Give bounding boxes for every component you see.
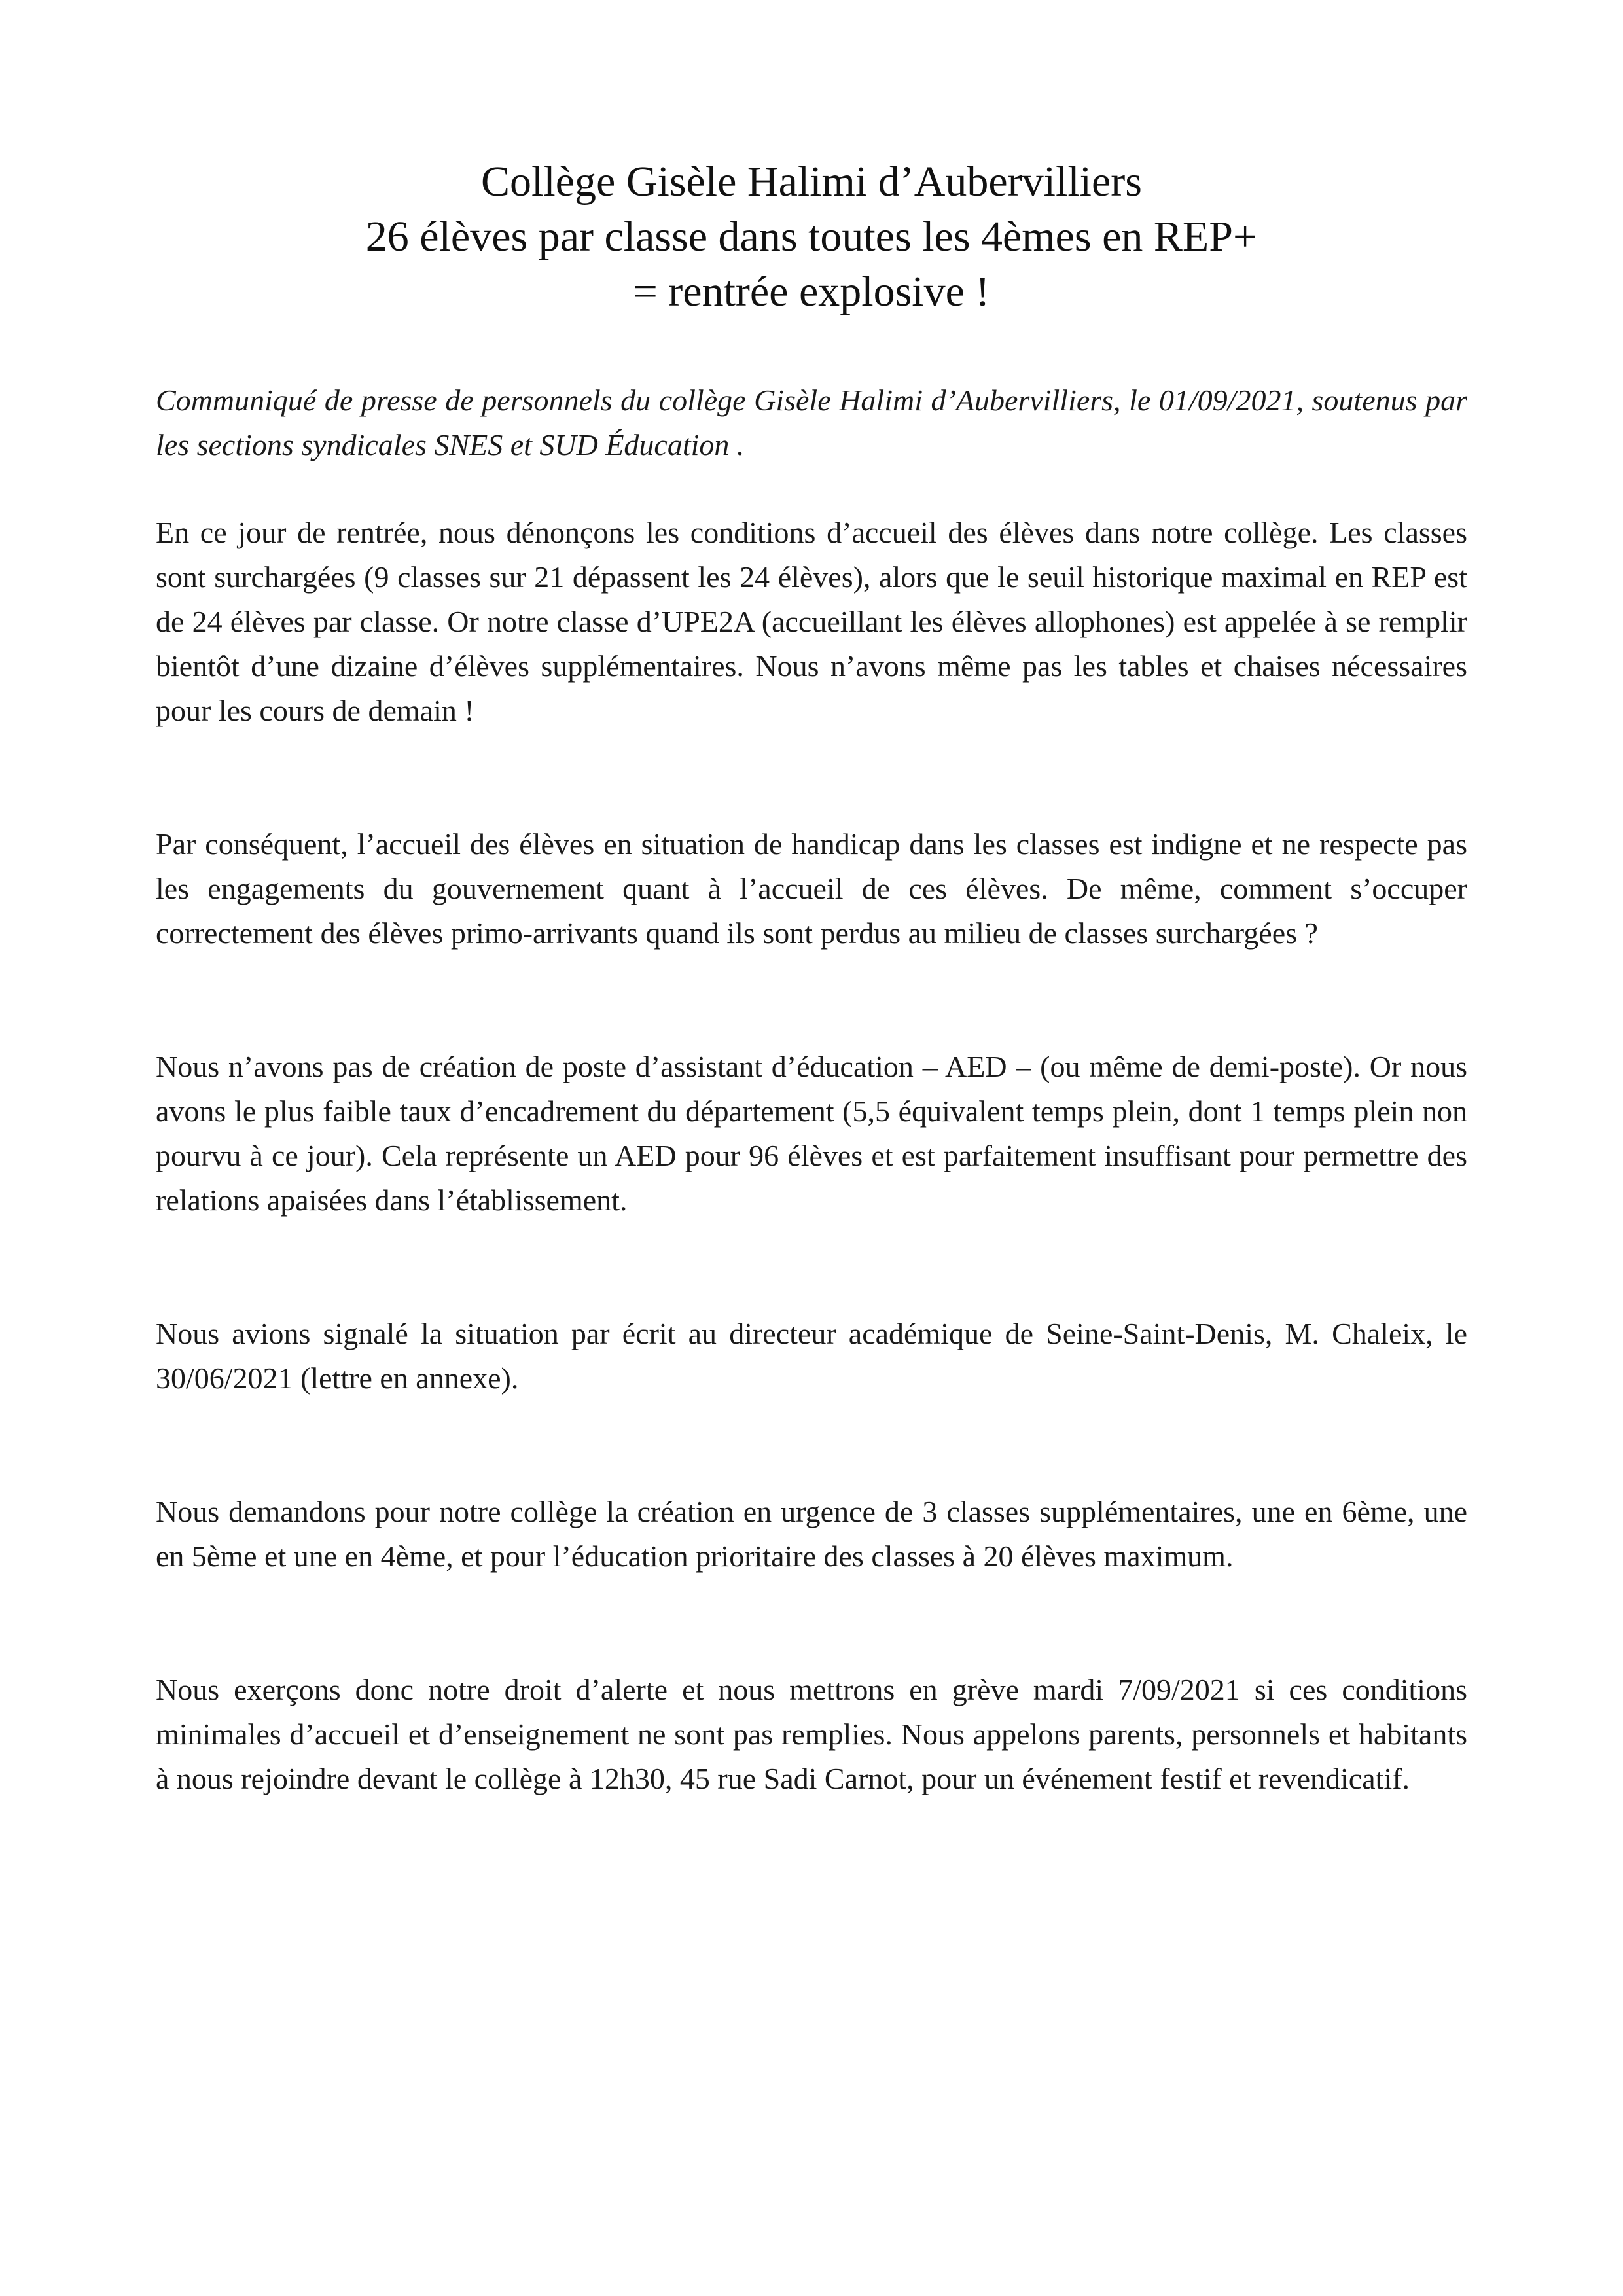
document-body xyxy=(156,378,1467,1801)
paragraph-handicap: Par conséquent, l’accueil des élèves en situation de handicap dans les classes est indigne et ne respecte pas les engagements du gouvernement quant à l’accueil de ces élèves. De même, comment s’occuper correctement des élèves primo-arrivants quand ils sont perdus au milieu de classes surchargées ? xyxy=(156,827,1467,950)
title-line-headline: 26 élèves par classe dans toutes les 4èmes en REP+ xyxy=(365,213,1258,260)
paragraph-signalement: Nous avions signalé la situation par écrit au directeur académique de Seine-Saint-Denis, M. Chaleix, le 30/06/2021 (lettre en annexe). xyxy=(156,1317,1467,1395)
title-line-school: Collège Gisèle Halimi d’Aubervilliers xyxy=(481,158,1142,206)
paragraph-greve: Nous exerçons donc notre droit d’alerte et nous mettrons en grève mardi 7/09/2021 si ces conditions minimales d’accueil et d’enseignement ne sont pas remplies. Nous appelons parents, personnels et habitants à nous rejoindre devant le collège à 12h30, 45 rue Sadi Carnot, pour un événement festif et revendicatif. xyxy=(156,1673,1467,1795)
title-line-tagline: = rentrée explosive ! xyxy=(633,268,990,315)
paragraph-demandes: Nous demandons pour notre collège la création en urgence de 3 classes supplémentaires, une en 6ème, une en 5ème et une en 4ème, et pour l’éducation prioritaire des classes à 20 élèves maximum. xyxy=(156,1495,1467,1573)
press-release-intro: Communiqué de presse de personnels du collège Gisèle Halimi d’Aubervilliers, le 01/09/2021, soutenus par les sections syndicales SNES et SUD Éducation . xyxy=(156,384,1467,461)
document-title xyxy=(156,154,1467,319)
paragraph-aed: Nous n’avons pas de création de poste d’assistant d’éducation – AED – (ou même de demi-poste). Or nous avons le plus faible taux d’encadrement du département (5,5 équivalent temps plein, dont 1 temps plein non pourvu à ce jour). Cela représente un AED pour 96 élèves et est parfaitement insuffisant pour permettre des relations apaisées dans l’établissement. xyxy=(156,1050,1467,1217)
paragraph-conditions: En ce jour de rentrée, nous dénonçons les conditions d’accueil des élèves dans notre collège. Les classes sont surchargées (9 classes sur 21 dépassent les 24 élèves), alors que le seuil historique maximal en REP est de 24 élèves par classe. Or notre classe d’UPE2A (accueillant les élèves allophones) est appelée à se remplir bientôt d’une dizaine d’élèves supplémentaires. Nous n’avons même pas les tables et chaises nécessaires pour les cours de demain ! xyxy=(156,516,1467,727)
